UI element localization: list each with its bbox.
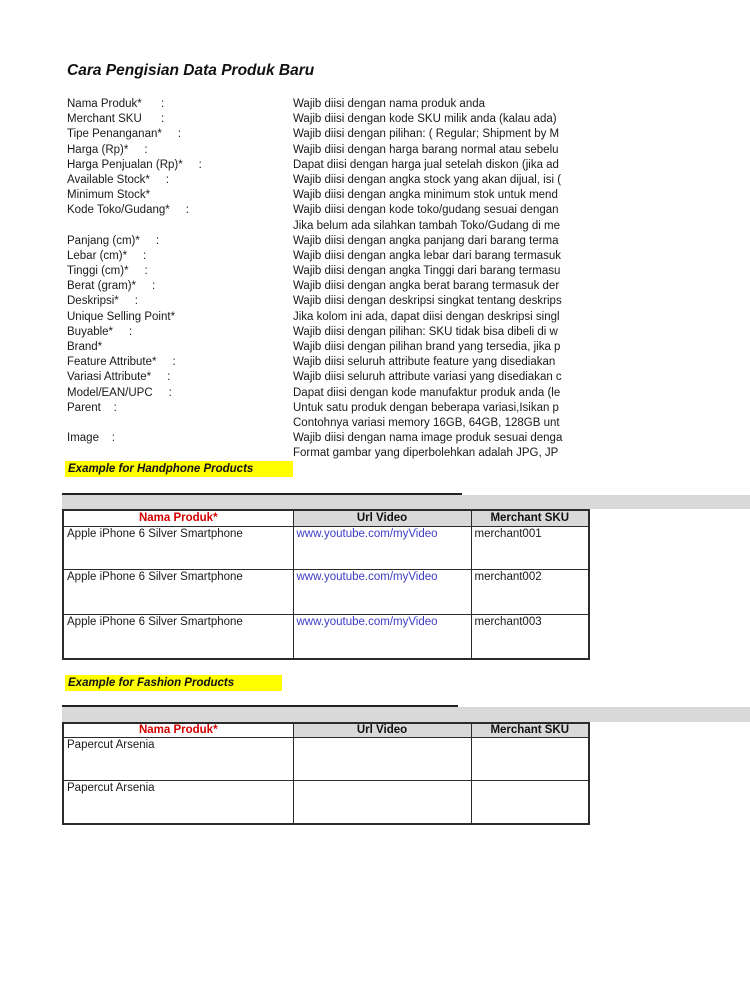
field-label: Buyable* : <box>67 325 133 338</box>
field-row <box>67 340 590 355</box>
field-row <box>67 234 590 249</box>
field-description: Untuk satu produk dengan beberapa variasi,Isikan p <box>293 401 559 414</box>
field-description: Format gambar yang diperbolehkan adalah JPG, JP <box>293 447 559 460</box>
field-row <box>67 446 590 461</box>
field-row <box>67 386 590 401</box>
field-description: Jika belum ada silahkan tambah Toko/Gudang di me <box>293 219 561 232</box>
field-description: Wajib diisi dengan angka stock yang akan dijual, isi ( <box>293 173 562 186</box>
field-description: Wajib diisi dengan nama image produk sesuai denga <box>293 432 563 445</box>
table-row <box>63 614 589 659</box>
table-row <box>63 569 589 614</box>
field-label <box>67 219 293 234</box>
field-label: Nama Produk* : <box>67 98 165 110</box>
field-label: Unique Selling Point* <box>67 310 176 323</box>
field-row <box>67 401 590 416</box>
field-definition-list <box>67 97 590 462</box>
field-description: Contohnya variasi memory 16GB, 64GB, 128GB unt <box>293 416 560 429</box>
field-row <box>67 416 590 431</box>
field-label: Image : <box>67 432 115 445</box>
cell-url-video <box>293 737 471 780</box>
field-description: Dapat diisi dengan harga jual setelah diskon (jika ad <box>293 158 559 171</box>
field-row <box>67 310 590 325</box>
table-row <box>63 737 589 780</box>
fashion-products-table <box>62 722 590 825</box>
table-header-row <box>63 510 589 526</box>
cell-url-video <box>293 780 471 824</box>
field-description: Wajib diisi dengan nama produk anda <box>293 98 486 110</box>
field-label <box>67 446 293 461</box>
column-header-url-video: Url Video <box>293 510 471 526</box>
cell-merchant-sku: merchant003 <box>471 614 589 659</box>
field-label: Deskripsi* : <box>67 295 138 308</box>
field-row <box>67 188 590 203</box>
field-description: Wajib diisi dengan angka berat barang termasuk der <box>293 280 560 293</box>
field-description: Wajib diisi dengan angka Tinggi dari barang termasu <box>293 265 561 278</box>
field-row <box>67 279 590 294</box>
column-header-merchant-sku: Merchant SKU <box>471 510 589 526</box>
field-label: Parent : <box>67 401 117 414</box>
cell-nama-produk: Papercut Arsenia <box>63 780 293 824</box>
page-title: Cara Pengisian Data Produk Baru <box>67 62 315 79</box>
field-row <box>67 370 590 385</box>
cell-merchant-sku <box>471 737 589 780</box>
column-header-url-video: Url Video <box>293 723 471 737</box>
table2-gray-band <box>62 707 750 722</box>
field-label: Brand* <box>67 341 103 353</box>
field-description: Wajib diisi dengan pilihan: SKU tidak bisa dibeli di w <box>293 325 558 338</box>
field-description: Wajib diisi dengan deskripsi singkat tentang deskrips <box>293 295 562 308</box>
field-label: Available Stock* : <box>67 173 170 186</box>
field-description: Wajib diisi dengan angka panjang dari barang terma <box>293 234 559 247</box>
field-description: Wajib diisi dengan angka minimum stok untuk mend <box>293 189 558 202</box>
field-description: Jika kolom ini ada, dapat diisi dengan deskripsi singl <box>293 310 560 323</box>
field-label: Tipe Penanganan* : <box>67 128 182 141</box>
field-row <box>67 127 590 142</box>
field-description: Wajib diisi dengan pilihan: ( Regular; Shipment by M <box>293 128 560 141</box>
field-label: Feature Attribute* : <box>67 356 176 369</box>
field-description: Dapat diisi dengan kode manufaktur produk anda (le <box>293 386 561 399</box>
field-label: Harga Penjualan (Rp)* : <box>67 158 202 171</box>
handphone-products-table <box>62 509 590 660</box>
video-link[interactable]: www.youtube.com/myVideo <box>296 570 438 583</box>
field-label: Kode Toko/Gudang* : <box>67 204 189 217</box>
cell-url-video <box>293 569 471 614</box>
field-description: Wajib diisi seluruh attribute variasi yang disediakan c <box>293 371 562 384</box>
field-label: Tinggi (cm)* : <box>67 265 148 278</box>
field-row <box>67 173 590 188</box>
field-description: Wajib diisi dengan angka lebar dari barang termasuk <box>293 249 562 262</box>
cell-merchant-sku: merchant001 <box>471 526 589 569</box>
cell-url-video <box>293 614 471 659</box>
field-row <box>67 325 590 340</box>
field-label: Variasi Attribute* : <box>67 371 171 384</box>
field-row <box>67 219 590 234</box>
field-label: Lebar (cm)* : <box>67 249 147 262</box>
field-label: Merchant SKU : <box>67 113 165 126</box>
field-row <box>67 203 590 218</box>
cell-merchant-sku: merchant002 <box>471 569 589 614</box>
table-row <box>63 526 589 569</box>
field-label <box>67 416 293 431</box>
field-row <box>67 112 590 127</box>
cell-nama-produk: Apple iPhone 6 Silver Smartphone <box>63 569 293 614</box>
table-header-row <box>63 723 589 737</box>
field-row <box>67 97 590 112</box>
field-description: Wajib diisi dengan kode SKU milik anda (kalau ada) <box>293 113 557 126</box>
field-description: Wajib diisi dengan pilihan brand yang tersedia, jika p <box>293 341 561 353</box>
field-row <box>67 249 590 264</box>
field-row <box>67 264 590 279</box>
cell-merchant-sku <box>471 780 589 824</box>
field-row <box>67 431 590 446</box>
video-link[interactable]: www.youtube.com/myVideo <box>296 615 438 628</box>
cell-nama-produk: Papercut Arsenia <box>63 737 293 780</box>
field-label: Harga (Rp)* : <box>67 143 148 156</box>
video-link[interactable]: www.youtube.com/myVideo <box>296 527 438 540</box>
field-label: Panjang (cm)* : <box>67 234 160 247</box>
table-row <box>63 780 589 824</box>
column-header-nama-produk: Nama Produk* <box>63 723 293 737</box>
field-description: Wajib diisi dengan kode toko/gudang sesuai dengan <box>293 204 559 217</box>
field-description: Wajib diisi dengan harga barang normal atau sebelu <box>293 143 559 156</box>
field-row <box>67 355 590 370</box>
cell-nama-produk: Apple iPhone 6 Silver Smartphone <box>63 614 293 659</box>
field-label: Model/EAN/UPC : <box>67 386 172 399</box>
table1-gray-band <box>62 495 750 509</box>
field-row <box>67 158 590 173</box>
field-row <box>67 143 590 158</box>
section-heading-fashion: Example for Fashion Products <box>65 675 282 691</box>
section-heading-handphone: Example for Handphone Products <box>65 461 293 477</box>
field-label: Berat (gram)* : <box>67 280 156 293</box>
field-label: Minimum Stock* <box>67 189 151 202</box>
cell-nama-produk: Apple iPhone 6 Silver Smartphone <box>63 526 293 569</box>
column-header-nama-produk: Nama Produk* <box>63 510 293 526</box>
cell-url-video <box>293 526 471 569</box>
field-description: Wajib diisi seluruh attribute feature yang disediakan <box>293 356 556 369</box>
field-row <box>67 294 590 309</box>
column-header-merchant-sku: Merchant SKU <box>471 723 589 737</box>
